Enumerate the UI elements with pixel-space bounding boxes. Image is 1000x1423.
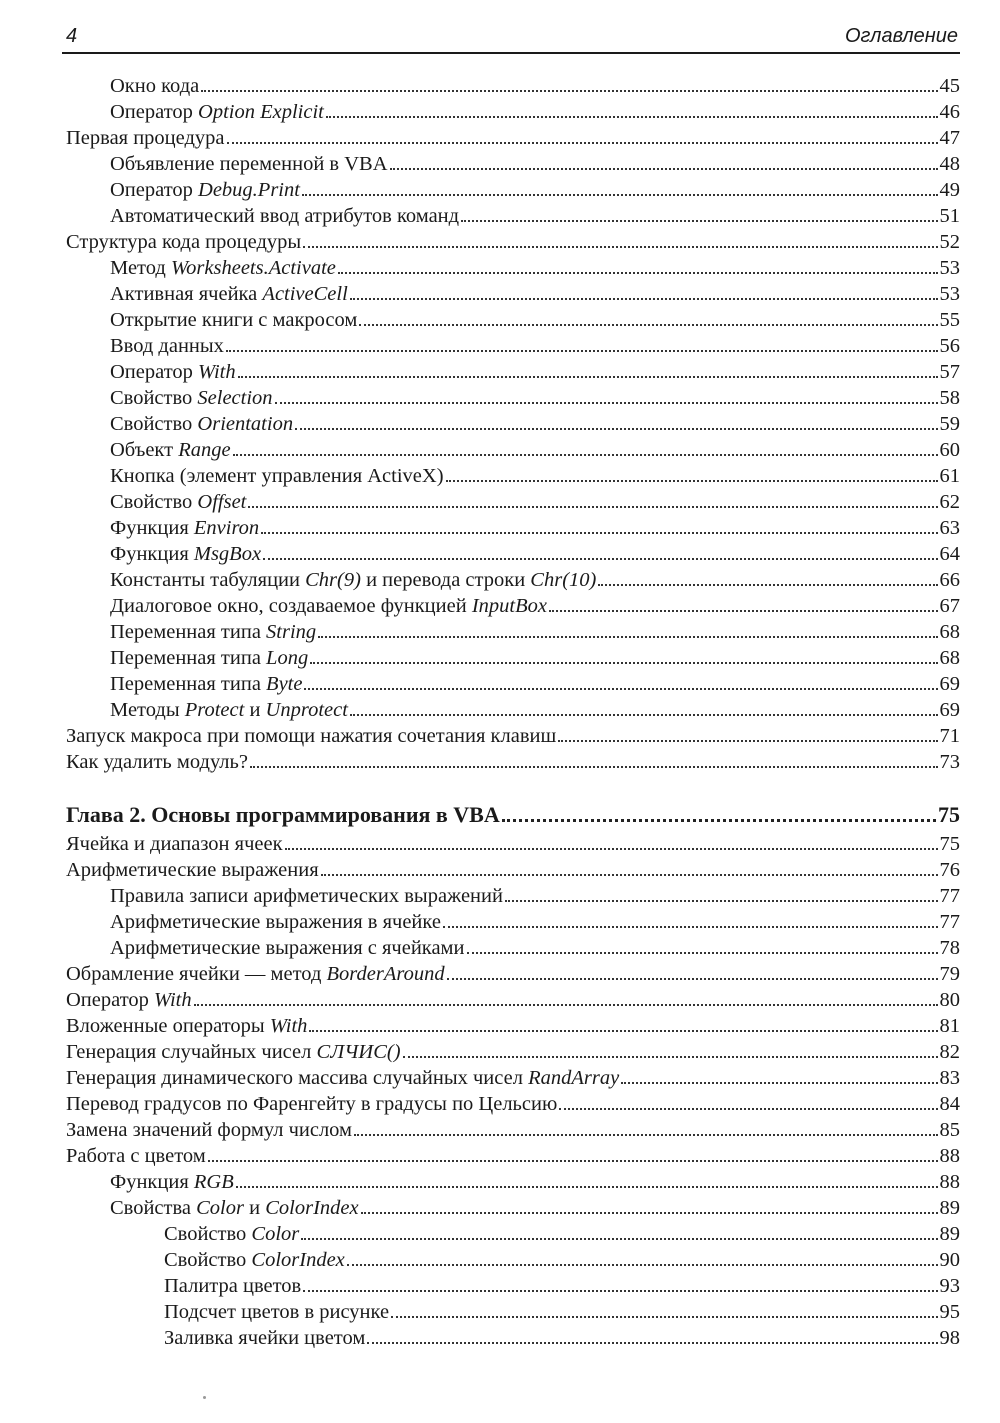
toc-entry-title	[66, 857, 319, 883]
toc-entry-title	[66, 1143, 206, 1169]
toc-entry[interactable]	[66, 567, 960, 593]
toc-page-number: 75	[939, 833, 960, 855]
toc-entry-title-text: Свойство	[110, 491, 198, 513]
dot-leader	[350, 714, 938, 716]
dot-leader	[447, 978, 938, 980]
dot-leader	[285, 848, 938, 850]
toc-entry-title-text: Первая процедура	[66, 127, 225, 149]
toc-entry-title-text: Переменная типа	[110, 621, 267, 643]
toc-entry-title-italic: ActiveCell	[262, 283, 348, 305]
toc-entry-title-text: и	[243, 1197, 266, 1219]
toc-entry-title-text: Генерация случайных чисел	[66, 1041, 317, 1063]
toc-page-number: 53	[939, 283, 960, 305]
toc-page-number: 83	[939, 1067, 960, 1089]
toc-entry-title	[110, 935, 465, 961]
toc-entry-title-italic: Option Explicit	[198, 101, 324, 123]
toc-entry-title-text: Перевод градусов по Фаренгейту в градусы по Цельсию	[66, 1093, 558, 1115]
toc-page-number: 46	[939, 101, 960, 123]
toc-entry-title	[164, 1299, 389, 1325]
toc-page-number: 82	[939, 1041, 960, 1063]
toc-entry[interactable]	[66, 125, 960, 151]
toc-entry[interactable]	[66, 203, 960, 229]
toc-entry-title-text: Работа с цветом	[66, 1145, 206, 1167]
toc-entry[interactable]	[66, 255, 960, 281]
toc-entry[interactable]	[66, 229, 960, 255]
toc-entry-title-text: Метод	[110, 257, 171, 279]
dot-leader	[347, 1264, 938, 1266]
toc-entry-title-italic: Range	[178, 439, 231, 461]
toc-entry-title-text: Арифметические выражения	[66, 859, 319, 881]
dot-leader	[233, 454, 938, 456]
toc-entry-title-italic: ColorIndex	[251, 1249, 345, 1271]
dot-leader	[598, 584, 937, 586]
toc-entry-title	[110, 151, 388, 177]
toc-entry[interactable]	[66, 1117, 960, 1143]
running-title: Оглавление	[844, 25, 958, 47]
toc-page-number: 56	[939, 335, 960, 357]
toc-entry-title-text: Автоматический ввод атрибутов команд	[110, 205, 460, 227]
toc-page-number: 66	[939, 569, 960, 591]
toc-entry-title-italic: Color	[251, 1223, 300, 1245]
toc-page-number: 69	[939, 673, 960, 695]
toc-entry-title	[110, 1169, 234, 1195]
toc-entry-title	[164, 1273, 301, 1299]
toc-entry[interactable]	[66, 359, 960, 385]
toc-entry-title-text: Диалоговое окно, создаваемое функцией	[110, 595, 472, 617]
dot-leader	[295, 428, 937, 430]
dot-leader	[403, 1056, 938, 1058]
toc-entry-title-text: Оператор	[110, 361, 199, 383]
toc-entry-title-italic: String	[266, 621, 317, 643]
toc-entry-title-text: Свойство	[164, 1223, 252, 1245]
toc-page-number: 95	[939, 1301, 960, 1323]
toc-page-number: 64	[939, 543, 960, 565]
toc-entry-title	[66, 961, 445, 987]
toc-entry[interactable]	[66, 593, 960, 619]
dot-leader	[354, 1134, 937, 1136]
dot-leader	[446, 480, 938, 482]
dot-leader	[502, 819, 936, 822]
toc-page-number: 51	[939, 205, 960, 227]
dot-leader	[321, 874, 938, 876]
toc-page-number: 60	[939, 439, 960, 461]
toc-page-number: 90	[939, 1249, 960, 1271]
toc-entry-title	[110, 359, 236, 385]
toc-entry-title-italic: BorderAround	[326, 963, 445, 985]
toc-entry-title	[66, 749, 248, 775]
toc-entry[interactable]	[66, 749, 960, 775]
toc-entry[interactable]	[66, 515, 960, 541]
toc-entry-title-text: Замена значений формул числом	[66, 1119, 353, 1141]
toc-entry[interactable]	[66, 1013, 960, 1039]
toc-entry-title-italic: Protect	[184, 699, 245, 721]
toc-entry-title-text: Кнопка (элемент управления ActiveX)	[110, 465, 444, 487]
dot-leader	[201, 90, 937, 92]
toc-entry-title	[110, 437, 231, 463]
toc-entry[interactable]	[66, 831, 960, 857]
toc-entry[interactable]	[66, 385, 960, 411]
toc-entry-title-italic: СЛЧИС()	[316, 1041, 401, 1063]
toc-entry-title-text: Правила записи арифметических выражений	[110, 885, 503, 907]
toc-page-number: 57	[939, 361, 960, 383]
toc-page-number: 80	[939, 989, 960, 1011]
dot-leader	[359, 324, 937, 326]
toc-entry[interactable]	[66, 857, 960, 883]
toc-entry-title-text: Функция	[110, 517, 194, 539]
toc-entry-title	[110, 883, 503, 909]
toc-entry-title-text: Активная ячейка	[110, 283, 263, 305]
toc-entry-title	[66, 229, 301, 255]
toc-page-number: 49	[939, 179, 960, 201]
toc-entry-title	[110, 385, 273, 411]
toc-entry-title	[110, 909, 441, 935]
toc-entry-title-text: Арифметические выражения с ячейками	[110, 937, 465, 959]
toc-entry-title	[66, 799, 500, 831]
dot-leader	[549, 610, 938, 612]
toc-entry-title-text: Как удалить модуль?	[66, 751, 248, 773]
toc-page-number: 89	[939, 1197, 960, 1219]
toc-page-number: 55	[939, 309, 960, 331]
toc-entry-title-text: Свойство	[164, 1249, 252, 1271]
toc-entry-title-text: Методы	[110, 699, 185, 721]
toc-entry[interactable]	[66, 333, 960, 359]
toc-entry-title-text: и перевода строки	[360, 569, 531, 591]
toc-entry-title	[164, 1247, 345, 1273]
toc-page-number: 79	[939, 963, 960, 985]
toc-entry[interactable]	[66, 411, 960, 437]
toc-page-number: 76	[939, 859, 960, 881]
toc-page-number: 77	[939, 911, 960, 933]
toc-entry-title	[164, 1221, 299, 1247]
page-header	[62, 22, 960, 54]
toc-entry[interactable]	[66, 1221, 960, 1247]
toc-entry-title	[110, 619, 316, 645]
toc-entry-title	[110, 697, 348, 723]
dot-leader	[236, 1186, 938, 1188]
dot-leader	[326, 116, 938, 118]
toc-entry[interactable]	[66, 961, 960, 987]
toc-entry-title-text: Глава 2. Основы программирования в VBA	[66, 802, 500, 827]
toc-entry[interactable]	[66, 1247, 960, 1273]
toc-entry-title	[66, 987, 192, 1013]
toc-entry-title-text: Подсчет цветов в рисунке	[164, 1301, 390, 1323]
toc-entry-title-text: Свойство	[110, 387, 198, 409]
dot-leader	[226, 350, 938, 352]
toc-entry-title-italic: Environ	[193, 517, 260, 539]
toc-entry-title	[66, 1117, 352, 1143]
toc-entry-title-text: Окно кода	[110, 75, 200, 97]
dot-leader	[227, 142, 938, 144]
toc-entry-title-text: Заливка ячейки цветом	[164, 1327, 366, 1349]
toc-entry-title	[66, 831, 283, 857]
toc-entry[interactable]	[66, 671, 960, 697]
toc-entry-title	[110, 489, 246, 515]
toc-page-number: 63	[939, 517, 960, 539]
toc-page-number: 85	[939, 1119, 960, 1141]
toc-entry-title-text: и	[244, 699, 266, 721]
toc-entry-title	[110, 671, 302, 697]
dot-leader	[248, 506, 937, 508]
dot-leader	[304, 688, 937, 690]
toc-entry[interactable]	[66, 463, 960, 489]
toc-entry[interactable]	[66, 541, 960, 567]
toc-entry-title-italic: Unprotect	[265, 699, 348, 721]
dot-leader	[350, 298, 938, 300]
toc-entry[interactable]	[66, 1299, 960, 1325]
toc-page-number: 88	[939, 1145, 960, 1167]
toc-entry-title-text: Переменная типа	[110, 647, 267, 669]
toc-entry-title-text: Функция	[110, 1171, 194, 1193]
toc-entry-title-italic: Long	[266, 647, 309, 669]
toc-chapter-entry[interactable]	[66, 799, 960, 831]
toc-page-number: 48	[939, 153, 960, 175]
toc-entry-title-italic: Chr(9)	[305, 569, 361, 591]
toc-entry-title	[66, 723, 556, 749]
toc-entry[interactable]	[66, 935, 960, 961]
toc-page-number: 73	[939, 751, 960, 773]
page-number: 4	[66, 25, 78, 47]
toc-entry-title	[110, 515, 259, 541]
toc-entry-title	[110, 411, 293, 437]
dot-leader	[208, 1160, 938, 1162]
toc-entry[interactable]	[66, 723, 960, 749]
dot-leader	[263, 558, 937, 560]
dot-leader	[558, 740, 937, 742]
dot-leader	[621, 1082, 937, 1084]
toc-entry-title-text: Арифметические выражения в ячейке	[110, 911, 441, 933]
toc-entry[interactable]	[66, 489, 960, 515]
toc-entry-title	[66, 125, 225, 151]
toc-entry-title-text: Запуск макроса при помощи нажатия сочетания клавиш	[66, 725, 557, 747]
toc-entry-title-text: Обрамление ячейки — метод	[66, 963, 327, 985]
toc-entry-title-text: Функция	[110, 543, 194, 565]
dot-leader	[391, 1316, 937, 1318]
toc-entry[interactable]	[66, 987, 960, 1013]
print-speck	[203, 1396, 206, 1399]
toc-entry[interactable]	[66, 1273, 960, 1299]
toc-entry-title	[66, 1039, 401, 1065]
toc-entry-title-italic: RandArray	[528, 1067, 620, 1089]
dot-leader	[250, 766, 938, 768]
toc-entry[interactable]	[66, 281, 960, 307]
toc-entry[interactable]	[66, 697, 960, 723]
toc-entry-title	[110, 307, 357, 333]
toc-entry-title	[110, 281, 348, 307]
toc-entry-title-text: Открытие книги с макросом	[110, 309, 358, 331]
dot-leader	[303, 1290, 937, 1292]
toc-entry-title	[110, 567, 596, 593]
toc-page-number: 77	[939, 885, 960, 907]
dot-leader	[467, 952, 938, 954]
dot-leader	[318, 636, 937, 638]
toc-page-number: 88	[939, 1171, 960, 1193]
toc-entry[interactable]	[66, 307, 960, 333]
toc-entry-title-italic: MsgBox	[193, 543, 262, 565]
toc-page-number: 62	[939, 491, 960, 513]
toc-entry-title-text: Оператор	[110, 179, 199, 201]
toc-entry-title-italic: Orientation	[197, 413, 294, 435]
dot-leader	[361, 1212, 938, 1214]
toc-entry-title-text: Переменная типа	[110, 673, 267, 695]
toc-entry-title-text: Константы табуляции	[110, 569, 306, 591]
toc-entry[interactable]	[66, 909, 960, 935]
toc-entry-title-text: Ввод данных	[110, 335, 224, 357]
dot-leader	[238, 376, 938, 378]
toc-entry-title-text: Свойство	[110, 413, 198, 435]
toc-page-number: 59	[939, 413, 960, 435]
toc-entry-title-text: Ячейка и диапазон ячеек	[66, 833, 283, 855]
toc-page-number: 61	[939, 465, 960, 487]
toc-page-number: 53	[939, 257, 960, 279]
toc-entry-title-text: Свойства	[110, 1197, 197, 1219]
toc-entry[interactable]	[66, 1039, 960, 1065]
toc-entry-title-italic: Offset	[197, 491, 247, 513]
toc-entry-title-italic: Selection	[197, 387, 273, 409]
toc-entry-title	[110, 333, 224, 359]
dot-leader	[338, 272, 938, 274]
dot-leader	[367, 1342, 937, 1344]
toc-page-number: 45	[939, 75, 960, 97]
toc-entry-title-italic: Debug.Print	[198, 179, 300, 201]
dot-leader	[301, 1238, 937, 1240]
toc-page-number: 68	[939, 621, 960, 643]
toc-entry-title-italic: InputBox	[471, 595, 547, 617]
dot-leader	[443, 926, 938, 928]
toc-entry-title	[110, 1195, 359, 1221]
toc-page-number: 68	[939, 647, 960, 669]
toc-page-number: 52	[939, 231, 960, 253]
dot-leader	[390, 168, 938, 170]
toc-entry[interactable]	[66, 1169, 960, 1195]
toc-page-number: 93	[939, 1275, 960, 1297]
toc-entry[interactable]	[66, 883, 960, 909]
toc-page-number: 81	[939, 1015, 960, 1037]
toc-entry-title	[110, 99, 324, 125]
dot-leader	[559, 1108, 937, 1110]
toc-entry-title	[66, 1013, 307, 1039]
toc-entry-title-text: Вложенные операторы	[66, 1015, 270, 1037]
toc-entry-title	[110, 463, 444, 489]
toc-entry-title	[164, 1325, 365, 1351]
toc-entry[interactable]	[66, 437, 960, 463]
toc-entry-title	[66, 1091, 557, 1117]
toc-entry-title	[110, 73, 199, 99]
toc-entry-title	[110, 645, 308, 671]
toc-entry[interactable]	[66, 99, 960, 125]
toc-entry-title-italic: With	[154, 989, 192, 1011]
toc-entry-title-text: Оператор	[110, 101, 199, 123]
toc-entry-title-italic: With	[269, 1015, 308, 1037]
toc-page-number: 47	[939, 127, 960, 149]
toc-page-number: 98	[939, 1327, 960, 1349]
toc-entry-title-text: Палитра цветов	[164, 1275, 302, 1297]
toc-entry[interactable]	[66, 151, 960, 177]
toc-entry[interactable]	[66, 1195, 960, 1221]
dot-leader	[194, 1004, 938, 1006]
toc-entry-title-italic: RGB	[193, 1171, 234, 1193]
toc-page-number: 69	[939, 699, 960, 721]
toc-page-number: 58	[939, 387, 960, 409]
toc-entry[interactable]	[66, 177, 960, 203]
toc-entry[interactable]	[66, 1325, 960, 1351]
toc-entry-title	[110, 541, 261, 567]
table-of-contents	[66, 73, 960, 1351]
toc-entry-title-text: Объявление переменной в VBA	[110, 153, 388, 175]
toc-entry-title-text: Оператор	[66, 989, 155, 1011]
toc-entry-title-italic: ColorIndex	[265, 1197, 359, 1219]
toc-entry-title-italic: With	[198, 361, 236, 383]
toc-page-number: 71	[939, 725, 960, 747]
toc-page-number: 67	[939, 595, 960, 617]
toc-entry-title-italic: Chr(10)	[530, 569, 597, 591]
dot-leader	[261, 532, 937, 534]
toc-entry-title	[110, 593, 547, 619]
dot-leader	[309, 1030, 937, 1032]
toc-entry[interactable]	[66, 619, 960, 645]
toc-entry-title-italic: Byte	[266, 673, 303, 695]
toc-page-number: 84	[939, 1093, 960, 1115]
dot-leader	[302, 194, 938, 196]
dot-leader	[310, 662, 937, 664]
toc-entry-title	[66, 1065, 619, 1091]
toc-entry-title-text: Объект	[110, 439, 179, 461]
toc-entry[interactable]	[66, 1143, 960, 1169]
toc-entry-title-text: Генерация динамического массива случайных чисел	[66, 1067, 529, 1089]
toc-entry[interactable]	[66, 73, 960, 99]
toc-entry-title	[110, 177, 300, 203]
dot-leader	[303, 246, 937, 248]
toc-entry-title	[110, 255, 336, 281]
toc-entry-title-text: Структура кода процедуры	[66, 231, 302, 253]
toc-entry[interactable]	[66, 1065, 960, 1091]
toc-page-number: 78	[939, 937, 960, 959]
toc-page-number: 75	[938, 802, 960, 827]
toc-entry-title-italic: Color	[196, 1197, 244, 1219]
toc-entry[interactable]	[66, 1091, 960, 1117]
toc-page-number: 89	[939, 1223, 960, 1245]
toc-entry-title	[110, 203, 459, 229]
toc-entry-title-italic: Worksheets.Activate	[170, 257, 336, 279]
dot-leader	[505, 900, 938, 902]
dot-leader	[461, 220, 937, 222]
dot-leader	[275, 402, 938, 404]
toc-entry[interactable]	[66, 645, 960, 671]
